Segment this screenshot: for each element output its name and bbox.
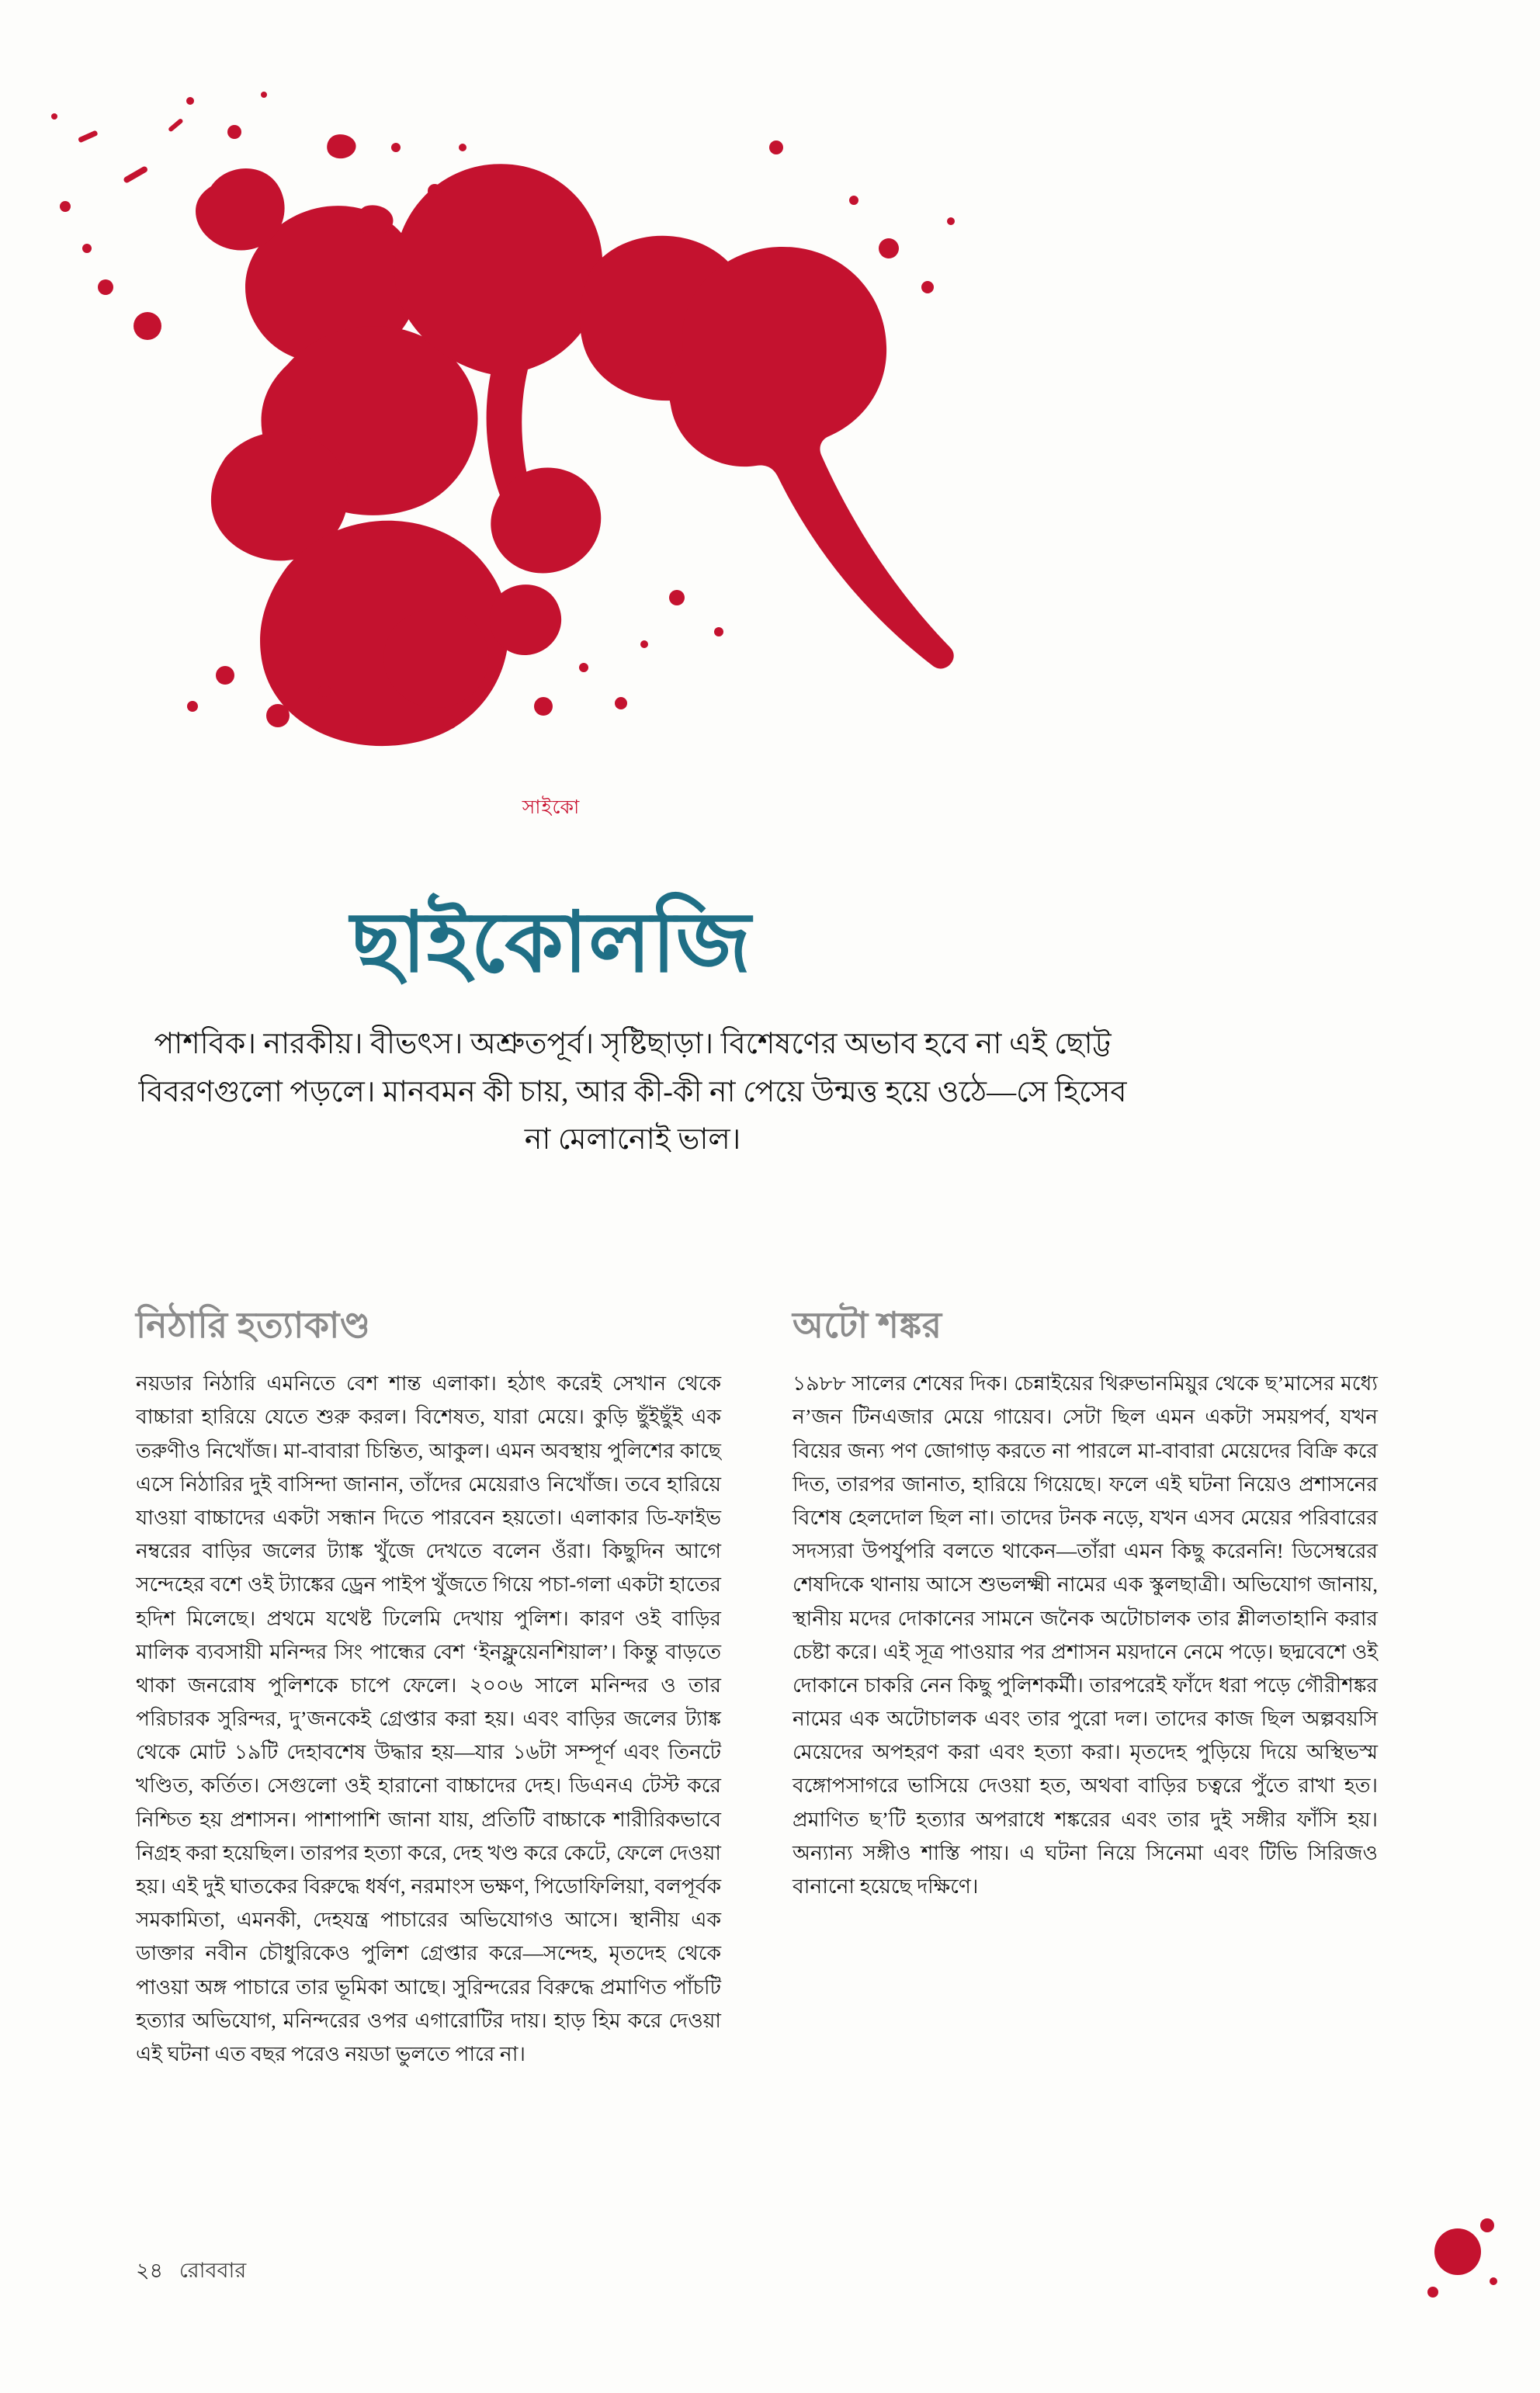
paragraph: ১৯৮৮ সালের শেষের দিক। চেন্নাইয়ের থিরুভানমিয়ুর থেকে ছ’মাসের মধ্যে ন’জন টিনএজার মেয়ে গায়েব। সেটা ছিল এমন একটা সময়পর্ব, যখন বিয়ের জন্য পণ জোগাড় করতে না পারলে মা-বাবারা মেয়েদের বিক্রি করে দিত, তারপর জানাত, হারিয়ে গিয়েছে। ফলে এই ঘটনা নিয়েও প্রশাসনের বিশেষ হেলদোল ছিল না। তাদের টনক নড়ে, যখন এসব মেয়ের পরিবারের সদস্যরা উপর্যুপরি বলতে থাকেন—তাঁরা এমন কিছু করেননি! ডিসেম্বরের শেষদিকে থানায় আসে শুভলক্ষ্মী নামের এক স্কুলছাত্রী। অভিযোগ জানায়, স্থানীয় মদের দোকানের সামনে জনৈক অটোচালক তার শ্লীলতাহানি করার চেষ্টা করে। এই সূত্র পাওয়ার পর প্রশাসন ময়দানে নেমে পড়ে। ছদ্মবেশে ওই দোকানে চাকরি নেন কিছু পুলিশকর্মী। তারপরেই ফাঁদে ধরা পড়ে গৌরীশঙ্কর নামের এক অটোচালক এবং তার পুরো দল। তাদের কাজ ছিল অল্পবয়সি মেয়েদের অপহরণ করা এবং হত্যা করা। মৃতদেহ পুড়িয়ে দিয়ে অস্থিভস্ম বঙ্গোপসাগরে ভাসিয়ে দেওয়া হত, অথবা বাড়ির চত্বরে পুঁতে রাখা হত। প্রমাণিত ছ’টি হত্যার অপরাধে শঙ্করের এবং তার দুই সঙ্গীর ফাঁসি হয়। অন্যান্য সঙ্গীও শাস্তি পায়। এ ঘটনা নিয়ে সিনেমা এবং টিভি সিরিজও বানানো হয়েছে দক্ষিণে। bbox=[793, 1372, 1378, 1898]
article-column-right bbox=[793, 1304, 1378, 2071]
section-body-nithari bbox=[136, 1367, 721, 2071]
section-heading-auto-shankar: অটো শঙ্কর bbox=[793, 1306, 942, 1345]
kicker-label: সাইকো bbox=[522, 797, 581, 818]
article-column-left bbox=[136, 1304, 721, 2071]
page-title: ছাইকোলজি bbox=[350, 897, 752, 990]
corner-blood-drop-icon bbox=[1410, 2207, 1503, 2323]
section-body-auto-shankar bbox=[793, 1367, 1378, 1903]
blood-splatter-illustration bbox=[31, 54, 1133, 784]
section-heading-nithari: নিঠারি হত্যাকাণ্ড bbox=[136, 1306, 371, 1345]
paragraph: নয়ডার নিঠারি এমনিতে বেশ শান্ত এলাকা। হঠাৎ করেই সেখান থেকে বাচ্চারা হারিয়ে যেতে শুরু করল। বিশেষত, যারা মেয়ে। কুড়ি ছুঁইছুঁই এক তরুণীও নিখোঁজ। মা-বাবারা চিন্তিত, আকুল। এমন অবস্থায় পুলিশের কাছে এসে নিঠারির দুই বাসিন্দা জানান, তাঁদের মেয়েরাও নিখোঁজ। তবে হারিয়ে যাওয়া বাচ্চাদের একটা সন্ধান দিতে পারবেন হয়তো। এলাকার ডি-ফাইভ নম্বরের বাড়ির জলের ট্যাঙ্ক খুঁজে দেখতে বলেন ওঁরা। কিছুদিন আগে সন্দেহের বশে ওই ট্যাঙ্কের ড্রেন পাইপ খুঁজতে গিয়ে পচা-গলা একটা হাতের হদিশ মিলেছে। প্রথমে যথেষ্ট ঢিলেমি দেখায় পুলিশ। কারণ ওই বাড়ির মালিক ব্যবসায়ী মনিন্দর সিং পান্ধের বেশ ‘ইনফ্লুয়েনশিয়াল’। কিন্তু বাড়তে থাকা জনরোষ পুলিশকে চাপে ফেলে। ২০০৬ সালে মনিন্দর ও তার পরিচারক সুরিন্দর, দু’জনকেই গ্রেপ্তার করা হয়। এবং বাড়ির জলের ট্যাঙ্ক থেকে মোট ১৯টি দেহাবশেষ উদ্ধার হয়—যার ১৬টা সম্পূর্ণ এবং তিনটে খণ্ডিত, কর্তিত। সেগুলো ওই হারানো বাচ্চাদের দেহ। ডিএনএ টেস্ট করে নিশ্চিত হয় প্রশাসন। পাশাপাশি জানা যায়, প্রতিটি বাচ্চাকে শারীরিকভাবে নিগ্রহ করা হয়েছিল। তারপর হত্যা করে, দেহ খণ্ড করে কেটে, ফেলে দেওয়া হয়। এই দুই ঘাতকের বিরুদ্ধে ধর্ষণ, নরমাংস ভক্ষণ, পিডোফিলিয়া, বলপূর্বক সমকামিতা, এমনকী, দেহযন্ত্র পাচারের অভিযোগও আসে। স্থানীয় এক ডাক্তার নবীন চৌধুরিকেও পুলিশ গ্রেপ্তার করে—সন্দেহ, মৃতদেহ থেকে পাওয়া অঙ্গ পাচারে তার ভূমিকা আছে। সুরিন্দরের বিরুদ্ধে প্রমাণিত পাঁচটি হত্যার অভিযোগ, মনিন্দরের ওপর এগারোটির দায়। হাড় হিম করে দেওয়া এই ঘটনা এত বছর পরেও নয়ডা ভুলতে পারে না। bbox=[136, 1372, 721, 2065]
page-number: ২৪ bbox=[136, 2259, 164, 2282]
masthead-label: রোববার bbox=[179, 2259, 247, 2282]
standfirst-text: পাশবিক। নারকীয়। বীভৎস। অশ্রুতপূর্ব। সৃষ্টিছাড়া। বিশেষণের অভাব হবে না এই ছোট্ট বিবরণগুলো পড়লে। মানবমন কী চায়, আর কী-কী না পেয়ে উন্মত্ত হয়ে ওঠে—সে হিসেব না মেলানোই ভাল। bbox=[138, 1028, 1127, 1157]
page-footer bbox=[136, 2255, 246, 2290]
article-columns bbox=[136, 1304, 1378, 2071]
